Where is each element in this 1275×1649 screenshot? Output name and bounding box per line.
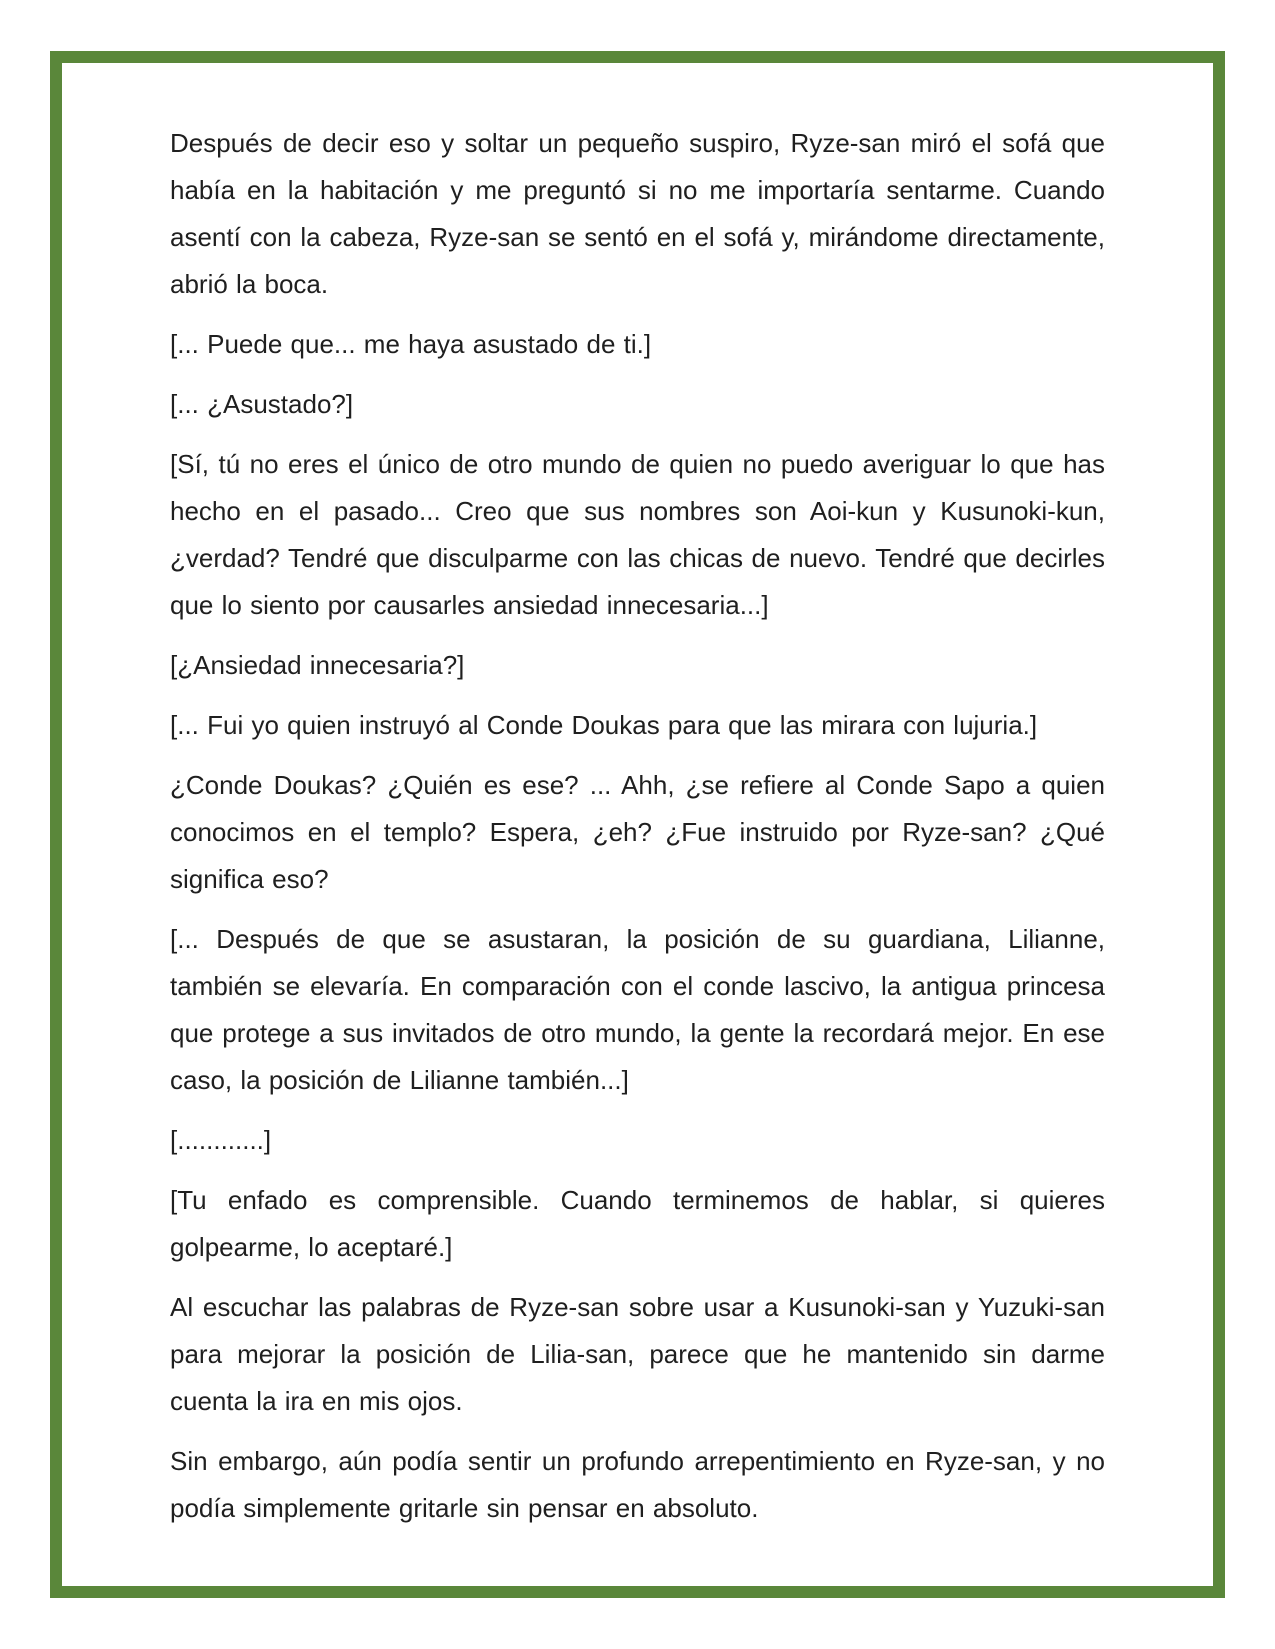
paragraph-dialogue-5: [... Fui yo quien instruyó al Conde Doukas para que las mirara con lujuria.] xyxy=(170,710,1038,740)
paragraph-dialogue-3: [Sí, tú no eres el único de otro mundo de quien no puedo averiguar lo que has hecho en el pasado... Creo que sus nombres son Aoi-kun y Kusunoki-kun, ¿verdad? Tendré que disculparme con las chicas de nuevo. Tendré que decirles que lo siento por causarles ansiedad innecesaria...] xyxy=(170,449,1105,620)
paragraph-dialogue-ellipsis: [............] xyxy=(170,1125,272,1155)
paragraph-dialogue-1: [... Puede que... me haya asustado de ti.] xyxy=(170,329,652,359)
paragraph-dialogue-7: [Tu enfado es comprensible. Cuando terminemos de hablar, si quieres golpearme, lo aceptaré.] xyxy=(170,1185,1105,1262)
document-body xyxy=(62,63,1213,1586)
document-page-frame xyxy=(50,51,1225,1598)
paragraph-dialogue-4: [¿Ansiedad innecesaria?] xyxy=(170,650,465,680)
paragraph-narration-2: ¿Conde Doukas? ¿Quién es ese? ... Ahh, ¿se refiere al Conde Sapo a quien conocimos en el templo? Espera, ¿eh? ¿Fue instruido por Ryze-san? ¿Qué significa eso? xyxy=(170,770,1105,894)
paragraph-narration-4: Sin embargo, aún podía sentir un profundo arrepentimiento en Ryze-san, y no podía simplemente gritarle sin pensar en absoluto. xyxy=(170,1446,1105,1523)
paragraph-dialogue-6: [... Después de que se asustaran, la posición de su guardiana, Lilianne, también se elevaría. En comparación con el conde lascivo, la antigua princesa que protege a sus invitados de otro mundo, la gente la recordará mejor. En ese caso, la posición de Lilianne también...] xyxy=(170,924,1105,1095)
paragraph-dialogue-2: [... ¿Asustado?] xyxy=(170,389,354,419)
paragraph-narration-1: Después de decir eso y soltar un pequeño suspiro, Ryze-san miró el sofá que había en la habitación y me preguntó si no me importaría sentarme. Cuando asentí con la cabeza, Ryze-san se sentó en el sofá y, mirándome directamente, abrió la boca. xyxy=(170,128,1105,299)
paragraph-narration-3: Al escuchar las palabras de Ryze-san sobre usar a Kusunoki-san y Yuzuki-san para mejorar la posición de Lilia-san, parece que he mantenido sin darme cuenta la ira en mis ojos. xyxy=(170,1292,1105,1416)
